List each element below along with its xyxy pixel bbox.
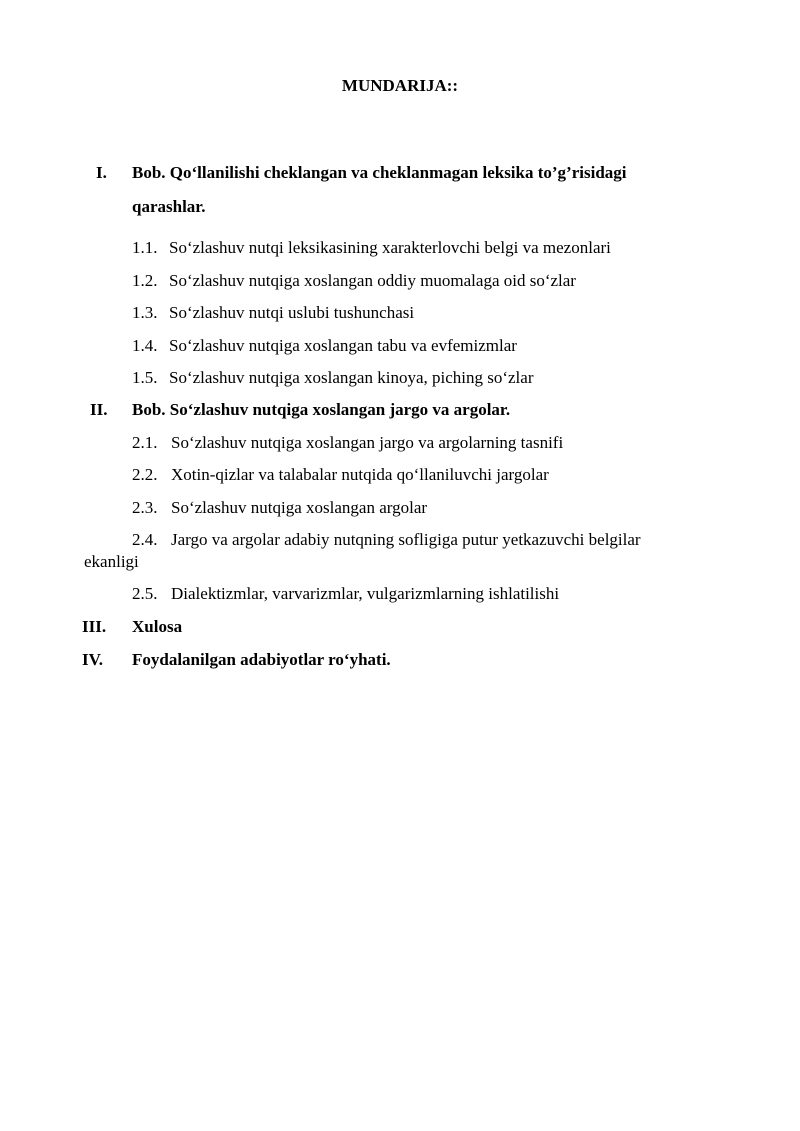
section-title: So‘zlashuv nutqi uslubi tushunchasi	[169, 303, 415, 322]
section-number: 1.1.	[132, 238, 158, 257]
section-number: 2.5.	[132, 584, 158, 603]
section-title: Dialektizmlar, varvarizmlar, vulgarizmlarning ishlatilishi	[171, 584, 560, 603]
page-title: MUNDARIJA::	[341, 76, 459, 95]
section-title: So‘zlashuv nutqiga xoslangan kinoya, piching so‘zlar	[169, 368, 534, 387]
section-title-continued: ekanligi	[84, 552, 139, 571]
section-number: 1.4.	[132, 336, 158, 355]
chapter-title: Xulosa	[132, 617, 183, 636]
section-number: 2.4.	[132, 530, 158, 549]
section-number: 1.5.	[132, 368, 158, 387]
section-number: 2.2.	[132, 465, 158, 484]
section-number: 2.1.	[132, 433, 158, 452]
chapter-title: Bob. So‘zlashuv nutqiga xoslangan jargo va argolar.	[132, 400, 511, 419]
section-title: So‘zlashuv nutqiga xoslangan tabu va evfemizmlar	[169, 336, 517, 355]
section-title: So‘zlashuv nutqiga xoslangan argolar	[171, 498, 428, 517]
chapter-numeral: IV.	[82, 650, 103, 669]
section-title: Xotin-qizlar va talabalar nutqida qo‘llaniluvchi jargolar	[171, 465, 549, 484]
chapter-title: Bob. Qo‘llanilishi cheklangan va cheklanmagan leksika to’g’risidagi	[132, 163, 627, 182]
section-number: 2.3.	[132, 498, 158, 517]
section-number: 1.2.	[132, 271, 158, 290]
chapter-title: Foydalanilgan adabiyotlar ro‘yhati.	[132, 650, 391, 669]
chapter-numeral: I.	[96, 163, 107, 182]
chapter-title-continued: qarashlar.	[132, 197, 206, 216]
section-title: So‘zlashuv nutqi leksikasining xarakterlovchi belgi va mezonlari	[169, 238, 611, 257]
section-number: 1.3.	[132, 303, 158, 322]
chapter-numeral: III.	[82, 617, 107, 636]
section-title: So‘zlashuv nutqiga xoslangan jargo va argolarning tasnifi	[171, 433, 564, 452]
section-title: Jargo va argolar adabiy nutqning sofligiga putur yetkazuvchi belgilar	[171, 530, 641, 549]
chapter-numeral: II.	[90, 400, 108, 419]
section-title: So‘zlashuv nutqiga xoslangan oddiy muomalaga oid so‘zlar	[169, 271, 576, 290]
